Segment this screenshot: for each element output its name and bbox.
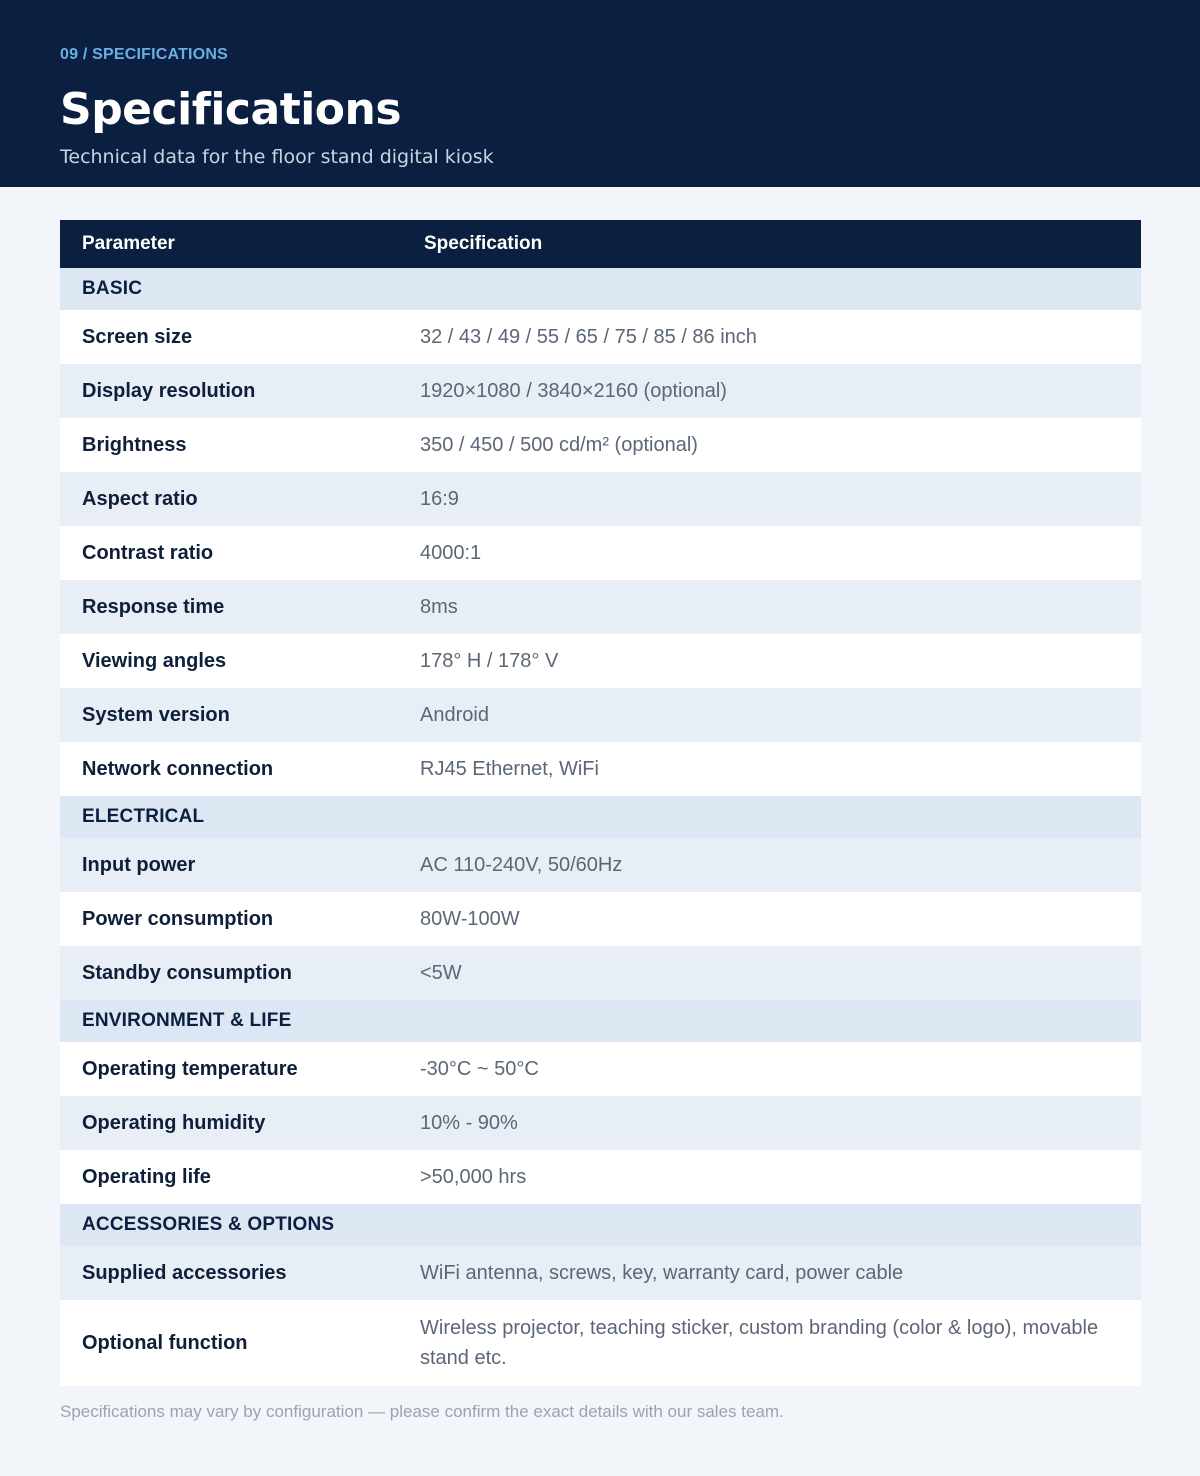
table-row <box>60 1096 1141 1150</box>
param-value: RJ45 Ethernet, WiFi <box>420 758 599 780</box>
param-name: Response time <box>82 595 225 618</box>
param-value: 32 / 43 / 49 / 55 / 65 / 75 / 85 / 86 inch <box>420 326 757 348</box>
table-row <box>60 946 1141 1000</box>
table-row <box>60 688 1141 742</box>
section-row <box>60 1204 1141 1246</box>
section-row <box>60 1000 1141 1042</box>
table-row <box>60 742 1141 796</box>
param-value: >50,000 hrs <box>420 1166 527 1188</box>
param-name: Display resolution <box>82 379 256 402</box>
param-value: WiFi antenna, screws, key, warranty card, power cable <box>420 1262 904 1284</box>
table-row <box>60 1300 1141 1386</box>
table-row <box>60 472 1141 526</box>
table-row <box>60 838 1141 892</box>
param-name: Network connection <box>82 757 274 780</box>
spec-table-container <box>60 220 1141 1386</box>
param-name: Operating humidity <box>82 1111 266 1134</box>
section-title: ACCESSORIES & OPTIONS <box>82 1214 335 1235</box>
param-name: Brightness <box>82 433 187 456</box>
param-value: 178° H / 178° V <box>420 650 559 672</box>
param-name: Standby consumption <box>82 961 292 984</box>
section-title: ENVIRONMENT & LIFE <box>82 1010 292 1031</box>
column-header-parameter: Parameter <box>82 233 175 254</box>
param-name: Supplied accessories <box>82 1261 287 1284</box>
page-header <box>0 0 1200 187</box>
param-name: Optional function <box>82 1331 248 1354</box>
param-value: 8ms <box>420 596 458 618</box>
table-header-row <box>60 220 1141 268</box>
param-value: 4000:1 <box>420 542 482 564</box>
param-value: 80W-100W <box>420 908 520 930</box>
param-name: Aspect ratio <box>82 487 198 510</box>
spec-table <box>60 220 1141 1386</box>
param-name: Viewing angles <box>82 649 227 672</box>
param-value: Wireless projector, teaching sticker, custom branding (color & logo), movable stand etc. <box>420 1317 1099 1369</box>
param-name: Contrast ratio <box>82 541 214 564</box>
param-value: 10% - 90% <box>420 1112 518 1134</box>
table-row <box>60 892 1141 946</box>
param-value: 1920×1080 / 3840×2160 (optional) <box>420 380 727 402</box>
section-row <box>60 796 1141 838</box>
param-value: -30°C ~ 50°C <box>420 1058 539 1080</box>
spec-table-body <box>60 268 1141 1386</box>
page-subtitle: Technical data for the floor stand digital kiosk <box>60 146 494 168</box>
table-row <box>60 1042 1141 1096</box>
column-header-specification: Specification <box>424 233 543 254</box>
param-name: Operating life <box>82 1165 211 1188</box>
page-title: Specifications <box>60 84 402 135</box>
table-row <box>60 418 1141 472</box>
param-name: Operating temperature <box>82 1057 298 1080</box>
param-name: Screen size <box>82 325 193 348</box>
table-row <box>60 526 1141 580</box>
param-value: <5W <box>420 962 462 984</box>
section-eyebrow: 09 / SPECIFICATIONS <box>60 46 228 63</box>
param-value: 16:9 <box>420 488 459 510</box>
table-row <box>60 634 1141 688</box>
param-value: AC 110-240V, 50/60Hz <box>420 854 623 876</box>
table-row <box>60 364 1141 418</box>
table-row <box>60 310 1141 364</box>
param-name: Input power <box>82 853 196 876</box>
footnote: Specifications may vary by configuration — please confirm the exact details with our sales team. <box>60 1402 784 1421</box>
param-name: System version <box>82 703 230 726</box>
table-row <box>60 1246 1141 1300</box>
param-name: Power consumption <box>82 907 274 930</box>
param-value: 350 / 450 / 500 cd/m² (optional) <box>420 434 698 456</box>
param-value: Android <box>420 704 489 726</box>
section-title: ELECTRICAL <box>82 806 205 827</box>
section-row <box>60 268 1141 310</box>
table-row <box>60 1150 1141 1204</box>
table-row <box>60 580 1141 634</box>
section-title: BASIC <box>82 278 143 299</box>
